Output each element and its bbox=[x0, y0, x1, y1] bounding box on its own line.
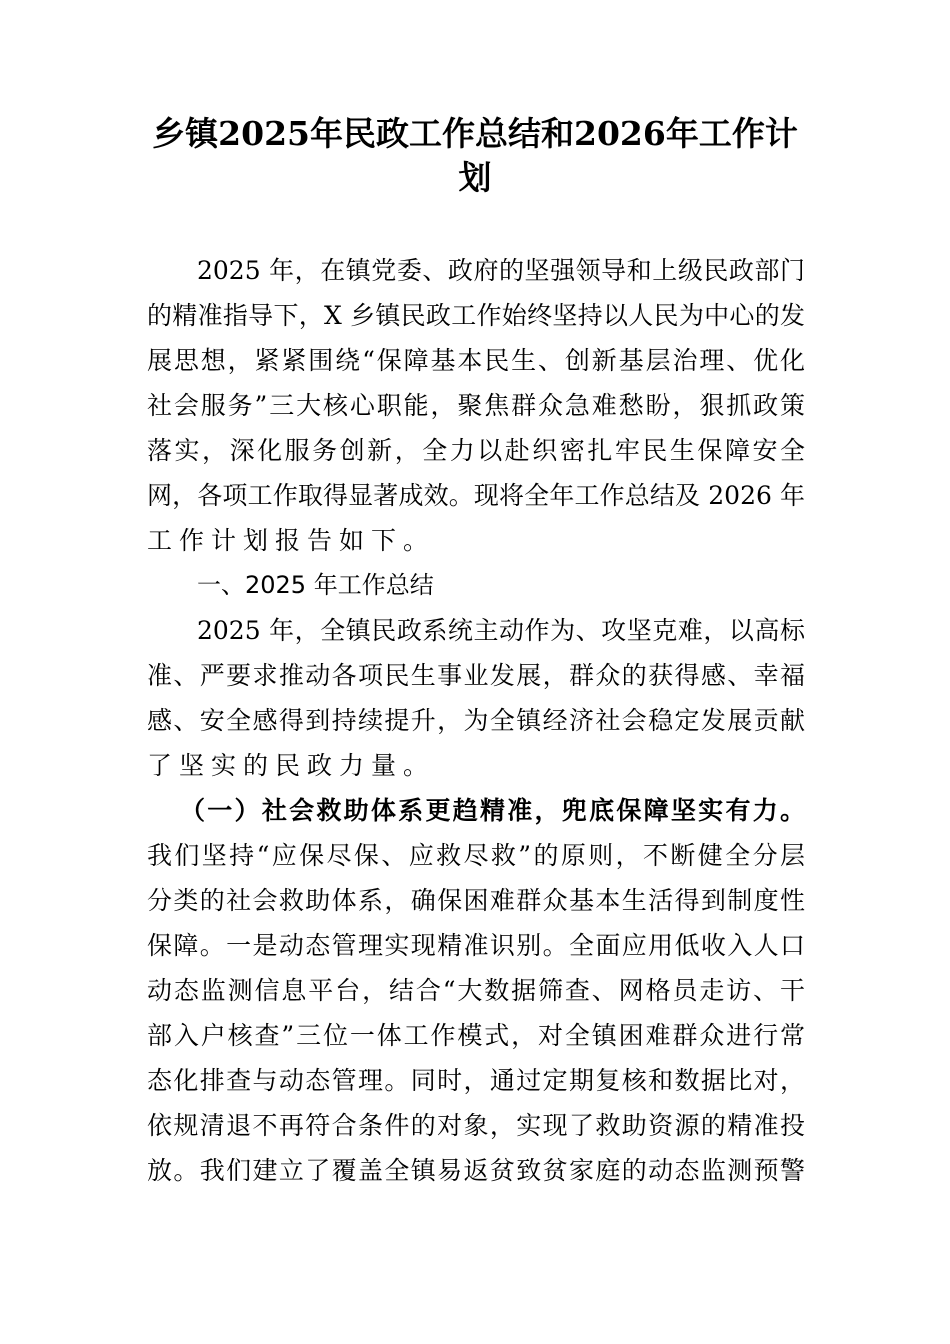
page-title bbox=[120, 112, 830, 200]
text-line: 网，各项工作取得显著成效。现将全年工作总结及 2026 年 bbox=[147, 481, 805, 510]
text-line: 感、安全感得到持续提升，为全镇经济社会稳定发展贡献 bbox=[147, 706, 805, 735]
title-line-2: 划 bbox=[458, 158, 492, 197]
text-line: 依规清退不再符合条件的对象，实现了救助资源的精准投 bbox=[147, 1111, 805, 1140]
document-body bbox=[147, 248, 805, 1193]
text-line: 的精准指导下，X 乡镇民政工作始终坚持以人民为中心的发 bbox=[147, 301, 805, 330]
text-line: 保障。一是动态管理实现精准识别。全面应用低收入人口 bbox=[147, 931, 805, 960]
section-heading: 一、2025 年工作总结 bbox=[197, 571, 434, 599]
subsection-paragraph bbox=[147, 833, 805, 1193]
text-line: 放。我们建立了覆盖全镇易返贫致贫家庭的动态监测预警 bbox=[147, 1156, 805, 1185]
text-line: 展思想，紧紧围绕“保障基本民生、创新基层治理、优化 bbox=[147, 346, 805, 375]
text-line: 我们坚持“应保尽保、应救尽救”的原则，不断健全分层 bbox=[147, 841, 805, 870]
text-line: 准、严要求推动各项民生事业发展，群众的获得感、幸福 bbox=[147, 661, 805, 690]
text-line: 了坚实的民政力量。 bbox=[147, 751, 436, 780]
text-line: 2025 年，在镇党委、政府的坚强领导和上级民政部门 bbox=[197, 256, 805, 285]
text-line: 落实，深化服务创新，全力以赴织密扎牢民生保障安全 bbox=[147, 436, 805, 465]
text-line: 工作计划报告如下。 bbox=[147, 526, 436, 555]
intro-paragraph bbox=[147, 248, 805, 563]
text-line: 分类的社会救助体系，确保困难群众基本生活得到制度性 bbox=[147, 886, 805, 915]
title-line-1: 乡镇2025年民政工作总结和2026年工作计 bbox=[152, 114, 798, 153]
text-line: 2025 年，全镇民政系统主动作为、攻坚克难，以高标 bbox=[197, 616, 805, 645]
section-paragraph bbox=[147, 608, 805, 788]
text-line: 态化排查与动态管理。同时，通过定期复核和数据比对， bbox=[147, 1066, 805, 1095]
subsection-heading: （一）社会救助体系更趋精准，兜底保障坚实有力。 bbox=[180, 796, 805, 825]
text-line: 动态监测信息平台，结合“大数据筛查、网格员走访、干 bbox=[147, 976, 805, 1005]
text-line: 社会服务”三大核心职能，聚焦群众急难愁盼，狠抓政策 bbox=[147, 391, 805, 420]
text-line: 部入户核查”三位一体工作模式，对全镇困难群众进行常 bbox=[147, 1021, 805, 1050]
